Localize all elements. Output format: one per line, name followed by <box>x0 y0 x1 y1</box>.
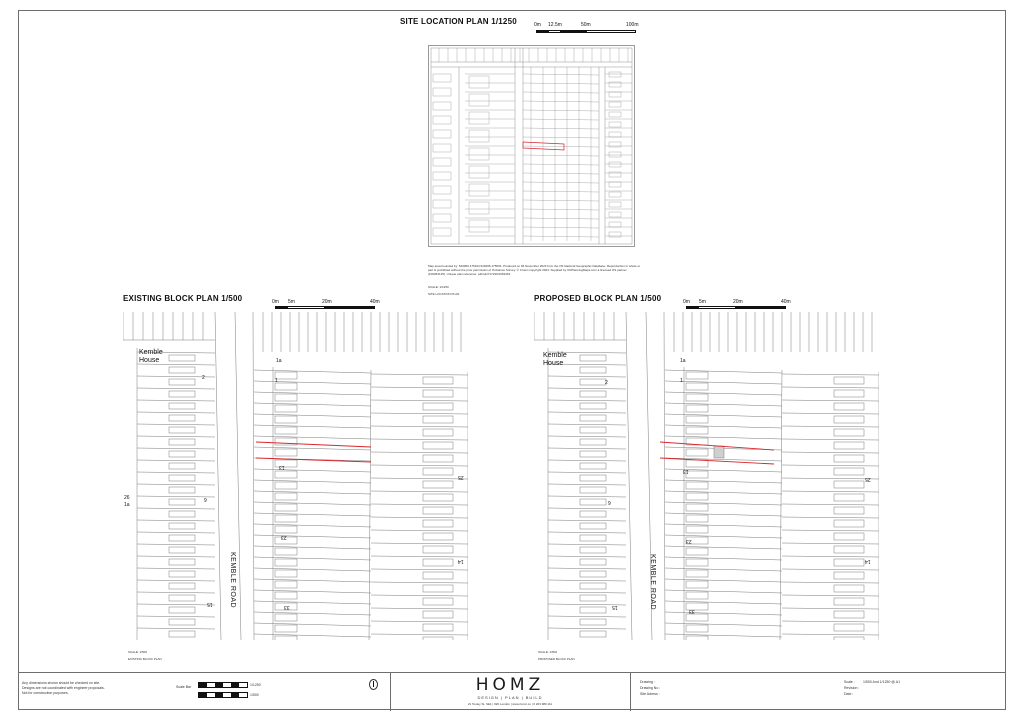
note-line-1: Any dimensions shown should be checked on site. <box>22 681 101 685</box>
site-scale-graphic <box>536 30 636 33</box>
site-copyright-note: Map area bounded by: 529066,175104 529466,175504. Produced on 06 November 2023 from the OS National Geographic Database. Reproduction in whole or part is prohibited without the prior permission of Ordnance Survey. © Crown copyright 2023. Supplied by UKPlanningMaps.com a licensed OS partner (100054135). Unique plan reference: p4b/uk/717230/1063463 <box>428 264 641 276</box>
plot-number-6: 6 <box>204 496 207 502</box>
proposed-scale-label-0: 0m <box>683 299 690 305</box>
plot-number-6: 6 <box>608 499 611 505</box>
site-address-field-label: Site Adress : <box>640 692 660 696</box>
proposed-scale-label-3: 40m <box>781 299 791 305</box>
title-scale-bar-500 <box>198 692 248 698</box>
company-address: 21 Tooley St, SE1 | 020 London | www.homz.co | 0 203 980 111 <box>467 702 553 706</box>
proposed-scale-text: SCALE: 1/500 <box>538 650 558 654</box>
plot-number-1: 1 <box>275 378 278 384</box>
proposed-map-drawing <box>534 312 879 640</box>
proposed-plan-title: PROPOSED BLOCK PLAN 1/500 <box>534 294 662 303</box>
existing-scale-text: SCALE: 1/500 <box>128 650 148 654</box>
title-block-divider <box>390 673 391 711</box>
plot-number-1a: 1a <box>276 358 282 364</box>
proposed-scale-bar <box>683 299 798 313</box>
plot-number-26: 14 <box>865 558 871 564</box>
scale-ratio-500: 1/500 <box>250 693 259 697</box>
plot-number-left-1a: 26 <box>124 495 130 501</box>
scale-field-value: 1/500 And 1/1250 @ A1 <box>863 680 901 684</box>
existing-scale-label-2: 20m <box>322 299 332 305</box>
plot-number-1: 1 <box>680 378 683 384</box>
existing-scale-label-0: 0m <box>272 299 279 305</box>
revision-field-label: Revision : <box>844 686 860 690</box>
plot-number-23: 23 <box>281 534 287 540</box>
existing-scale-label-1: 5m <box>288 299 295 305</box>
company-tagline: DESIGN | PLAN | BUILD <box>477 695 543 700</box>
existing-plan-caption: EXISTING BLOCK PLAN <box>128 657 162 661</box>
drawing-number-field-label: Drawing No : <box>640 686 661 690</box>
scale-ratio-1250: 1/1250 <box>250 683 261 687</box>
plot-number-left-1b: 1a <box>124 502 130 508</box>
site-plan-caption: SITE LOCATION PLAN <box>428 292 460 296</box>
plot-number-15: 15 <box>612 604 618 610</box>
site-plan-title: SITE LOCATION PLAN 1/1250 <box>400 17 517 26</box>
site-scale-label-3: 100m <box>626 22 639 28</box>
site-scale-label-1: 12.5m <box>548 22 562 28</box>
kemble-road-label: KEMBLE ROAD <box>649 554 656 611</box>
north-arrow-icon <box>369 679 378 690</box>
drawing-field-label: Drawing : <box>640 680 655 684</box>
kemble-road-label: KEMBLE ROAD <box>229 552 236 609</box>
site-scale-bar <box>528 22 638 38</box>
plot-number-23: 23 <box>686 538 692 544</box>
proposed-scale-graphic <box>686 306 786 309</box>
note-line-3: Not for construction purposes. <box>22 691 69 695</box>
site-scale-label-2: 50m <box>581 22 591 28</box>
site-scale-label-0: 0m <box>534 22 541 28</box>
scale-field-label: Scale : <box>844 680 855 684</box>
plot-number-2: 2 <box>605 380 608 386</box>
plot-number-15: 15 <box>207 601 213 607</box>
plot-number-13: 13 <box>683 468 689 474</box>
plot-number-26: 14 <box>458 558 464 564</box>
existing-block-map <box>123 312 468 640</box>
plot-number-33: 33 <box>689 608 695 614</box>
plot-number-14: 25 <box>458 474 464 480</box>
proposed-block-map <box>534 312 879 640</box>
date-field-label: Date : <box>844 692 854 696</box>
note-line-2: Designs are not coordinated with engineer proposals. <box>22 686 105 690</box>
proposed-extension <box>714 446 724 458</box>
existing-map-drawing <box>123 312 468 640</box>
title-block-divider <box>630 673 631 711</box>
company-logo: HOMZ <box>475 675 545 695</box>
proposed-scale-label-2: 20m <box>733 299 743 305</box>
kemble-house-label: Kemble House <box>139 349 163 364</box>
site-map-drawing <box>429 46 634 246</box>
proposed-plan-caption: PROPOSED BLOCK PLAN <box>538 657 575 661</box>
scale-bar-label: Scale Bar <box>176 685 192 689</box>
title-scale-bar-1250 <box>198 682 248 688</box>
plot-number-14: 25 <box>865 476 871 482</box>
plot-number-2: 2 <box>202 375 205 381</box>
proposed-scale-label-1: 5m <box>699 299 706 305</box>
plot-number-1a: 1a <box>680 358 686 364</box>
kemble-house-label: Kemble House <box>543 352 567 367</box>
existing-scale-bar <box>272 299 387 313</box>
existing-plan-title: EXISTING BLOCK PLAN 1/500 <box>123 294 243 303</box>
site-location-map <box>428 45 635 247</box>
title-block <box>18 672 1006 711</box>
plot-number-13: 13 <box>279 464 285 470</box>
plot-number-33: 33 <box>284 604 290 610</box>
existing-scale-graphic <box>275 306 375 309</box>
site-scale-text: SCALE: 1/1250 <box>428 285 449 289</box>
existing-scale-label-3: 40m <box>370 299 380 305</box>
